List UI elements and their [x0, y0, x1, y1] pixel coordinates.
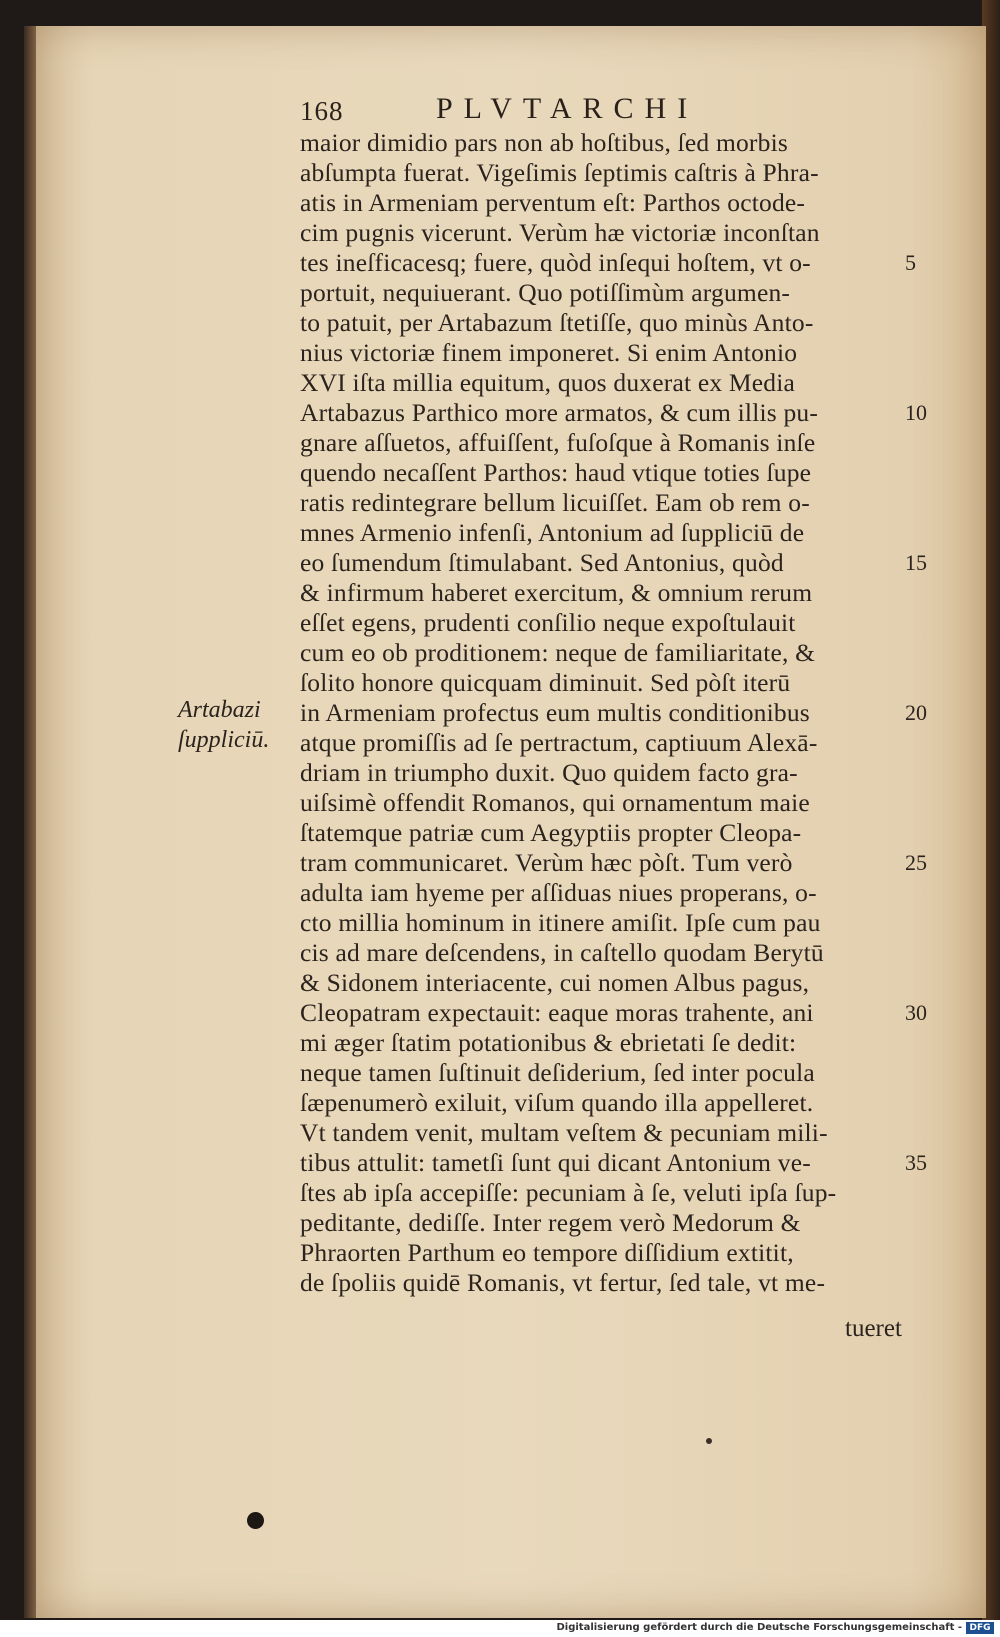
text-line: gnare aſſuetos, affuiſſent, fuſoſque à Romanis inſe [300, 428, 816, 457]
text-line: de ſpoliis quidē Romanis, vt fertur, ſed tale, vt me- [300, 1268, 826, 1297]
page-number: 168 [300, 96, 344, 126]
marginal-note-line: ſuppliciū. [178, 727, 270, 753]
text-line: Artabazus Parthico more armatos, & cum illis pu- [300, 398, 819, 427]
funding-credit: Digitalisierung gefördert durch die Deutsche Forschungsgemeinschaft - [556, 1622, 962, 1633]
text-line: ratis redintegrare bellum licuiſſet. Eam ob rem o- [300, 488, 810, 517]
text-line: cim pugnis vicerunt. Verùm hæ victoriæ inconſtan [300, 218, 820, 247]
text-line: in Armeniam profectus eum multis conditionibus [300, 698, 810, 727]
text-line: atis in Armeniam perventum eſt: Parthos octode- [300, 188, 806, 217]
text-line: Vt tandem venit, multam veſtem & pecuniam mili- [300, 1118, 828, 1147]
running-head [300, 92, 770, 132]
text-line: peditante, dediſſe. Inter regem verò Medorum & [300, 1208, 801, 1237]
line-number: 5 [905, 250, 916, 275]
line-number: 25 [905, 850, 927, 875]
digitization-footer [0, 1620, 1000, 1637]
line-number: 10 [905, 400, 927, 425]
text-line: eo ſumendum ſtimulabant. Sed Antonius, quòd [300, 548, 784, 577]
ink-blot [247, 1512, 264, 1529]
text-line: portuit, nequiuerant. Quo potiſſimùm argumen- [300, 278, 791, 307]
text-line: ſtatemque patriæ cum Aegyptiis propter Cleopa- [300, 818, 802, 847]
marginal-note [178, 695, 298, 755]
running-title: PLVTARCHI [436, 92, 699, 125]
text-line: tibus attulit: tametſi ſunt qui dicant Antonium ve- [300, 1148, 811, 1177]
text-line: XVI iſta millia equitum, quos duxerat ex Media [300, 368, 796, 397]
text-line: adulta iam hyeme per aſſiduas niues properans, o- [300, 878, 817, 907]
text-line: neque tamen ſuſtinuit deſiderium, ſed inter pocula [300, 1058, 815, 1087]
text-line: to patuit, per Artabazum ſtetiſſe, quo minùs Anto- [300, 308, 814, 337]
line-number: 20 [905, 700, 927, 725]
text-line: & Sidonem interiacente, cui nomen Albus pagus, [300, 968, 810, 997]
catchword: tueret [845, 1315, 902, 1342]
text-line: cum eo ob proditionem: neque de familiaritate, & [300, 638, 816, 667]
marginal-note-line: Artabazi [178, 697, 261, 723]
text-line: mnes Armenio infenſi, Antonium ad ſuppliciū de [300, 518, 805, 547]
text-line: eſſet egens, prudenti conſilio neque expoſtulauit [300, 608, 796, 637]
text-line: ſtes ab ipſa accepiſſe: pecuniam à ſe, veluti ipſa ſup- [300, 1178, 837, 1207]
text-line: atque promiſſis ad ſe pertractum, captiuum Alexā- [300, 728, 818, 757]
text-line: & infirmum haberet exercitum, & omnium rerum [300, 578, 813, 607]
text-line: abſumpta fuerat. Vigeſimis ſeptimis caſtris à Phra- [300, 158, 819, 187]
text-line: cis ad mare deſcendens, in caſtello quodam Berytū [300, 938, 824, 967]
text-line: driam in triumpho duxit. Quo quidem facto gra- [300, 758, 798, 787]
text-line: ſolito honore quicquam diminuit. Sed pòſt iterū [300, 668, 791, 697]
line-number: 30 [905, 1000, 927, 1025]
text-line: tes ineſficacesq; fuere, quòd inſequi hoſtem, vt o- [300, 248, 811, 277]
line-number: 35 [905, 1150, 927, 1175]
text-line: uiſsimè offendit Romanos, qui ornamentum maie [300, 788, 810, 817]
paper-speck [706, 1438, 712, 1444]
text-line: Phraorten Parthum eo tempore diſſidium extitit, [300, 1238, 794, 1267]
text-line: tram communicaret. Verùm hæc pòſt. Tum verò [300, 848, 793, 877]
text-line: maior dimidio pars non ab hoſtibus, ſed morbis [300, 128, 788, 157]
main-text-block [300, 128, 910, 1298]
dfg-logo: DFG [966, 1622, 994, 1634]
text-line: cto millia hominum in itinere amiſit. Ipſe cum pau [300, 908, 821, 937]
text-line: quendo necaſſent Parthos: haud vtique toties ſupe [300, 458, 812, 487]
line-number: 15 [905, 550, 927, 575]
text-line: Cleopatram expectauit: eaque moras trahente, ani [300, 998, 814, 1027]
text-line: ſæpenumerò exiluit, viſum quando illa appelleret. [300, 1088, 814, 1117]
text-line: mi æger ſtatim potationibus & ebrietati ſe dedit: [300, 1028, 797, 1057]
text-line: nius victoriæ finem imponeret. Si enim Antonio [300, 338, 798, 367]
